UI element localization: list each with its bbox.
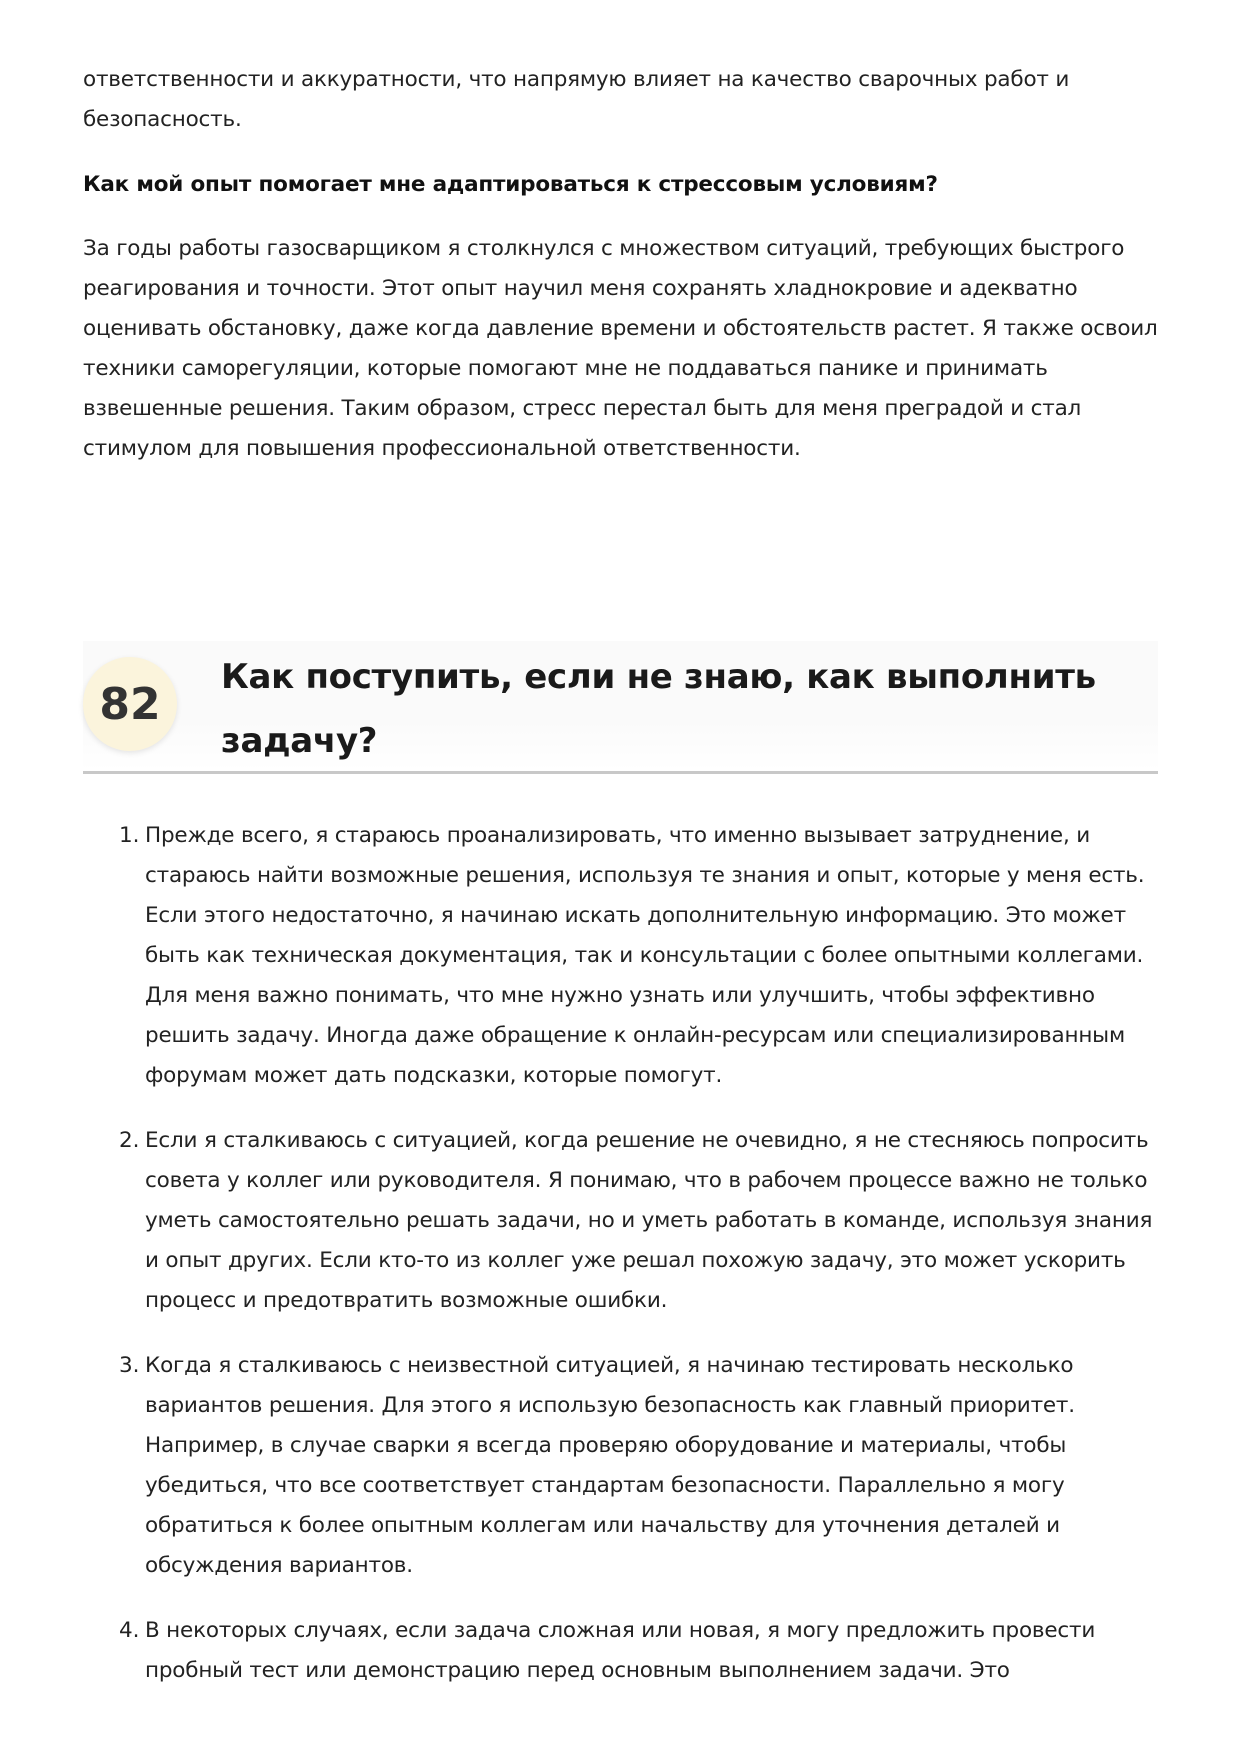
list-item (83, 1611, 1158, 1691)
list-item-text: В некоторых случаях, если задача сложная или новая, я могу предложить провести пробный тест или демонстрацию перед основным выполнением задачи. Это (145, 1618, 1096, 1683)
list-item-text: Прежде всего, я стараюсь проанализировать, что именно вызывает затруднение, и стараюсь найти возможные решения, используя те знания и опыт, которые у меня есть. Если этого недостаточно, я начинаю искать дополнительную информацию. Это может быть как техническая документация, так и консультации с более опытными коллегами. Для меня важно понимать, что мне нужно узнать или улучшить, чтобы эффективно решить задачу. Иногда даже обращение к онлайн-ресурсам или специализированным форумам может дать подсказки, которые помогут. (145, 823, 1145, 1088)
section-title: Как поступить, если не знаю, как выполнить задачу? (221, 657, 1096, 761)
list-item (83, 816, 1158, 1096)
answer-list (83, 816, 1158, 1716)
list-item-text: Если я сталкиваюсь с ситуацией, когда решение не очевидно, я не стесняюсь попросить совета у коллег или руководителя. Я понимаю, что в рабочем процессе важно не только уметь самостоятельно решать задачи, но и уметь работать в команде, используя знания и опыт других. Если кто-то из коллег уже решал похожую задачу, это может ускорить процесс и предотвратить возможные ошибки. (145, 1128, 1153, 1313)
section-header (83, 641, 1158, 774)
list-item-number: 2. (119, 1128, 140, 1153)
list-item-text: Когда я сталкиваюсь с неизвестной ситуацией, я начинаю тестировать несколько вариантов решения. Для этого я использую безопасность как главный приоритет. Например, в случае сварки я всегда проверяю оборудование и материалы, чтобы убедиться, что все соответствует стандартам безопасности. Параллельно я могу обратиться к более опытным коллегам или начальству для уточнения деталей и обсуждения вариантов. (145, 1353, 1075, 1578)
list-item (83, 1346, 1158, 1586)
answer-paragraph: За годы работы газосварщиком я столкнулся с множеством ситуаций, требующих быстрого реагирования и точности. Этот опыт научил меня сохранять хладнокровие и адекватно оценивать обстановку, даже когда давление времени и обстоятельств растет. Я также освоил техники саморегуляции, которые помогают мне не поддаваться панике и принимать взвешенные решения. Таким образом, стресс перестал быть для меня преградой и стал стимулом для повышения профессиональной ответственности. (83, 236, 1158, 461)
list-item-number: 3. (119, 1353, 140, 1378)
list-item-number: 1. (119, 823, 140, 848)
section-number-badge: 82 (83, 657, 177, 751)
list-item-number: 4. (119, 1618, 140, 1643)
list-item (83, 1121, 1158, 1321)
sub-question-heading: Как мой опыт помогает мне адаптироваться к стрессовым условиям? (83, 172, 938, 197)
intro-paragraph: ответственности и аккуратности, что напрямую влияет на качество сварочных работ и безопасность. (83, 67, 1070, 132)
